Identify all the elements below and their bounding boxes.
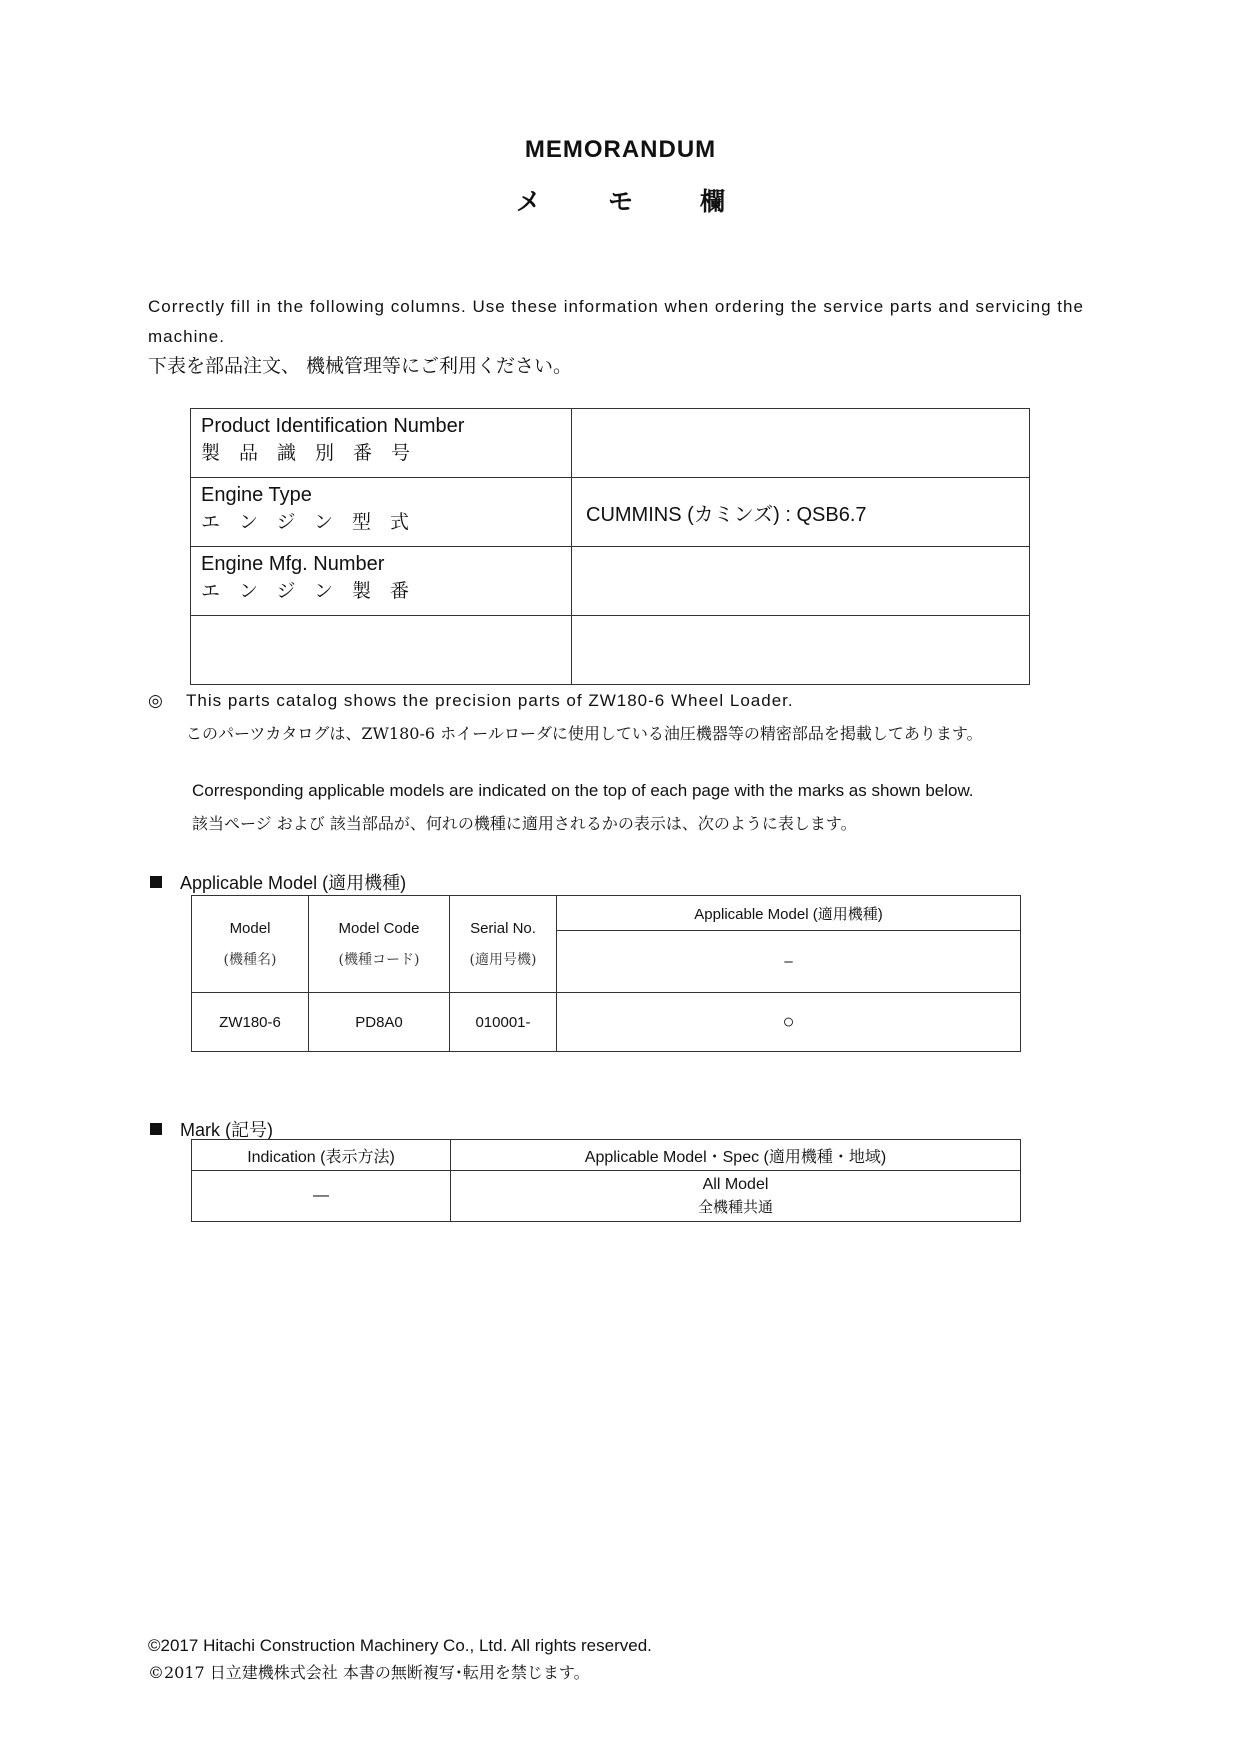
table-row — [191, 478, 1030, 547]
mark-table — [191, 1139, 1021, 1222]
header-applicable-model: Applicable Model (適用機種) — [557, 896, 1021, 931]
label-cell — [191, 409, 572, 478]
note-jp: このパーツカタログは、ZW180-6 ホイールローダに使用している油圧機器等の精密部品を掲載してあります。 — [186, 724, 983, 743]
copyright-jp: ©2017 日立建機株式会社 本書の無断複写･転用を禁じます。 — [148, 1663, 590, 1682]
label-en: Engine Type — [201, 484, 312, 506]
label-cell — [191, 547, 572, 616]
note-models-en: Corresponding applicable models are indicated on the top of each page with the marks as shown below. — [192, 781, 974, 800]
label-en: Engine Mfg. Number — [201, 553, 385, 575]
table-row — [191, 616, 1030, 685]
label-cell — [191, 616, 572, 685]
label-jp: エンジン製番 — [201, 580, 429, 602]
cell-applicable-mark: ○ — [557, 993, 1021, 1052]
table-row — [192, 1140, 1021, 1171]
identification-table — [190, 408, 1030, 685]
table-row — [192, 1171, 1021, 1222]
table-row — [191, 409, 1030, 478]
label-cell — [191, 478, 572, 547]
page-subtitle — [0, 182, 1241, 218]
table-row — [191, 547, 1030, 616]
header-applicable-spec: Applicable Model・Spec (適用機種・地域) — [451, 1140, 1021, 1171]
engine-type-value: CUMMINS (カミンズ) : QSB6.7 — [572, 478, 1030, 547]
note-en — [148, 691, 794, 711]
spec-jp: 全機種共通 — [697, 1197, 773, 1216]
applicable-mark: – — [557, 931, 1021, 993]
blank-value[interactable] — [572, 616, 1030, 685]
table-row — [192, 896, 1021, 931]
header-indication: Indication (表示方法) — [192, 1140, 451, 1171]
square-bullet-icon — [150, 876, 162, 888]
subtitle-char: モ — [607, 188, 633, 216]
header-text: Model Code — [338, 919, 420, 937]
spec-en: All Model — [702, 1175, 769, 1193]
note-text: This parts catalog shows the precision parts of ZW180-6 Wheel Loader. — [186, 691, 794, 710]
header-text: Serial No. — [470, 919, 536, 937]
header-serial — [450, 896, 557, 993]
header-text: Model — [229, 919, 271, 937]
double-circle-icon: ◎ — [148, 691, 164, 710]
label-en: Product Identification Number — [201, 415, 465, 437]
header-text-jp: (適用号機) — [469, 951, 537, 968]
table-row — [192, 993, 1021, 1052]
cell-serial: 010001- — [450, 993, 557, 1052]
page-title: MEMORANDUM — [524, 136, 717, 163]
cell-model: ZW180-6 — [192, 993, 309, 1052]
subtitle-char: 欄 — [699, 188, 725, 216]
square-bullet-icon — [150, 1123, 162, 1135]
header-text-jp: (機種コード) — [338, 951, 420, 968]
section-heading: Applicable Model (適用機種) — [180, 873, 407, 893]
intro-text-en: Correctly fill in the following columns. Use these information when ordering the service parts and servicing the machine. — [148, 297, 1084, 346]
cell-indication: ― — [192, 1171, 451, 1222]
product-id-value[interactable] — [572, 409, 1030, 478]
applicable-model-table — [191, 895, 1021, 1052]
label-jp: 製品識別番号 — [201, 442, 430, 464]
subtitle-char: メ — [516, 188, 542, 216]
header-model-code — [309, 896, 450, 993]
cell-spec — [451, 1171, 1021, 1222]
header-model — [192, 896, 309, 993]
note-models-jp: 該当ページ および 該当部品が、何れの機種に適用されるかの表示は、次のように表します。 — [192, 814, 857, 833]
intro-text-jp: 下表を部品注文、 機械管理等にご利用ください。 — [148, 355, 573, 377]
engine-mfg-value[interactable] — [572, 547, 1030, 616]
copyright-en: ©2017 Hitachi Construction Machinery Co., Ltd. All rights reserved. — [148, 1636, 652, 1655]
header-text-jp: (機種名) — [223, 951, 277, 968]
label-jp: エンジン型式 — [201, 511, 429, 533]
cell-model-code: PD8A0 — [309, 993, 450, 1052]
applicable-model-heading — [150, 869, 406, 895]
section-heading: Mark (記号) — [180, 1120, 273, 1140]
